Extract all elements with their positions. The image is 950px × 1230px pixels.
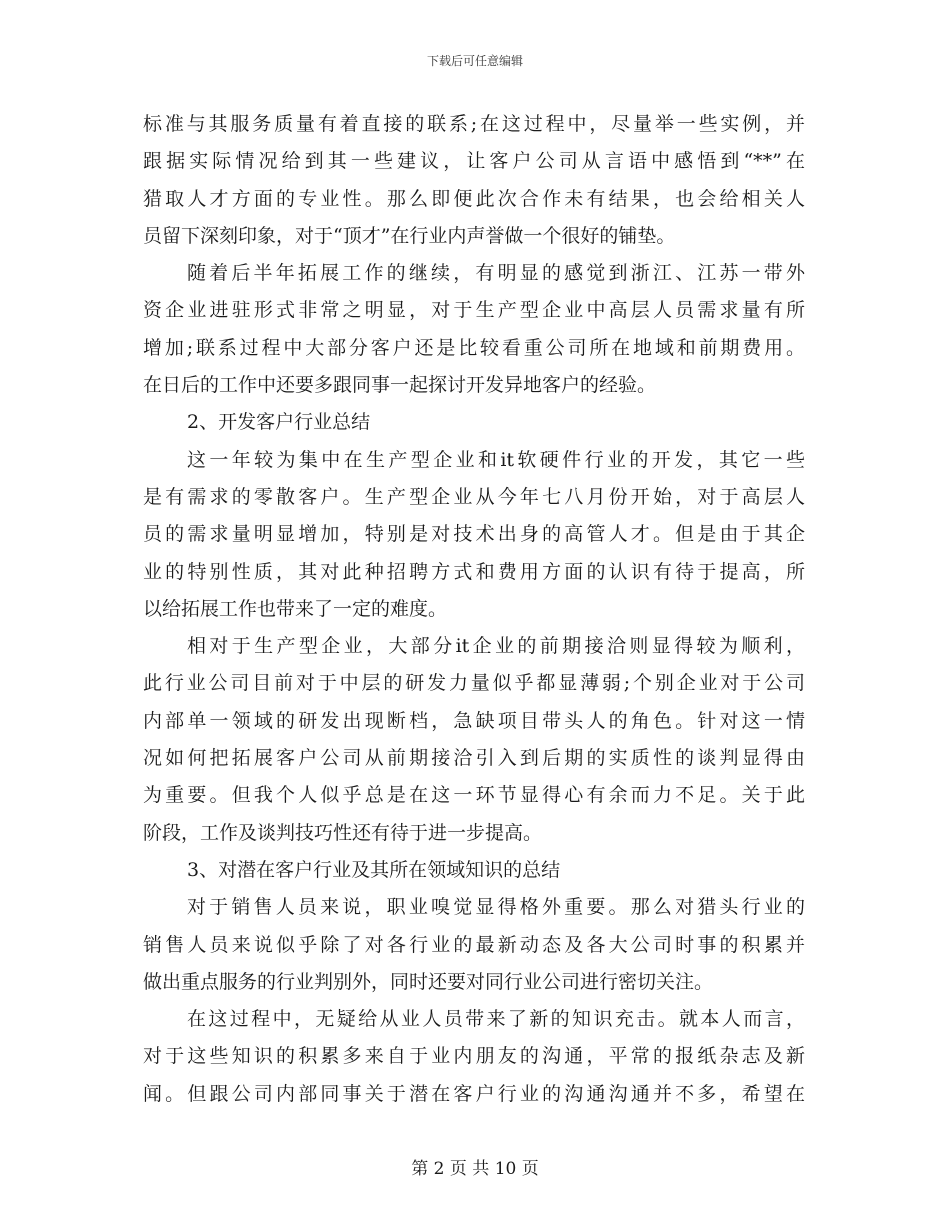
- text-line: 对于这些知识的积累多来自于业内朋友的沟通，平常的报纸杂志及新: [143, 1045, 805, 1068]
- text-line: 资企业进驻形式非常之明显，对于生产型企业中高层人员需求量有所: [143, 299, 805, 322]
- text-line: 增加;联系过程中大部分客户还是比较看重公司所在地域和前期费用。: [143, 336, 805, 359]
- text-line: 为重要。但我个人似乎总是在这一环节显得心有余而力不足。关于此: [143, 784, 805, 807]
- text-line: 跟据实际情况给到其一些建议，让客户公司从言语中感悟到“**”在: [143, 150, 805, 173]
- page-header-note: 下载后可任意编辑: [426, 54, 523, 68]
- text-line: 在日后的工作中还要多跟同事一起探讨开发异地客户的经验。: [143, 374, 657, 397]
- text-line: 阶段，工作及谈判技巧性还有待于进一步提高。: [143, 821, 543, 844]
- text-line: 标准与其服务质量有着直接的联系;在这过程中，尽量举一些实例，并: [143, 113, 805, 135]
- text-line: 闻。但跟公司内部同事关于潜在客户行业的沟通沟通并不多，希望在: [143, 1082, 805, 1105]
- text-line: 3、对潜在客户行业及其所在领域知识的总结: [187, 858, 561, 881]
- text-line: 做出重点服务的行业判别外，同时还要对同行业公司进行密切关注。: [143, 970, 714, 993]
- text-line: 是有需求的零散客户。生产型企业从今年七八月份开始，对于高层人: [143, 485, 805, 508]
- document-body: [143, 106, 805, 1113]
- text-line: 此行业公司目前对于中层的研发力量似乎都显薄弱;个别企业对于公司: [143, 672, 805, 695]
- text-line: 业的特别性质，其对此种招聘方式和费用方面的认识有待于提高，所: [143, 560, 805, 583]
- text-line: 销售人员来说似乎除了对各行业的最新动态及各大公司时事的积累并: [143, 933, 805, 956]
- text-line: 这一年较为集中在生产型企业和it软硬件行业的开发，其它一些: [187, 448, 805, 471]
- text-line: 相对于生产型企业，大部分it企业的前期接洽则显得较为顺利，: [187, 635, 805, 658]
- text-line: 内部单一领域的研发出现断档，急缺项目带头人的角色。针对这一情: [143, 709, 805, 732]
- text-line: 以给拓展工作也带来了一定的难度。: [143, 597, 448, 620]
- text-line: 况如何把拓展客户公司从前期接洽引入到后期的实质性的谈判显得由: [143, 747, 805, 770]
- text-line: 2、开发客户行业总结: [187, 411, 371, 434]
- text-line: 随着后半年拓展工作的继续，有明显的感觉到浙江、江苏一带外: [187, 262, 805, 285]
- page-number-footer: 第 2 页 共 10 页: [411, 1159, 539, 1179]
- text-line: 在这过程中，无疑给从业人员带来了新的知识充击。就本人而言，: [187, 1008, 805, 1031]
- text-line: 对于销售人员来说，职业嗅觉显得格外重要。那么对猎头行业的: [187, 896, 805, 919]
- text-line: 猎取人才方面的专业性。那么即便此次合作未有结果，也会给相关人: [143, 187, 805, 210]
- text-line: 员留下深刻印象，对于“顶才”在行业内声誉做一个很好的铺垫。: [143, 224, 676, 247]
- text-line: 员的需求量明显增加，特别是对技术出身的高管人才。但是由于其企: [143, 523, 805, 546]
